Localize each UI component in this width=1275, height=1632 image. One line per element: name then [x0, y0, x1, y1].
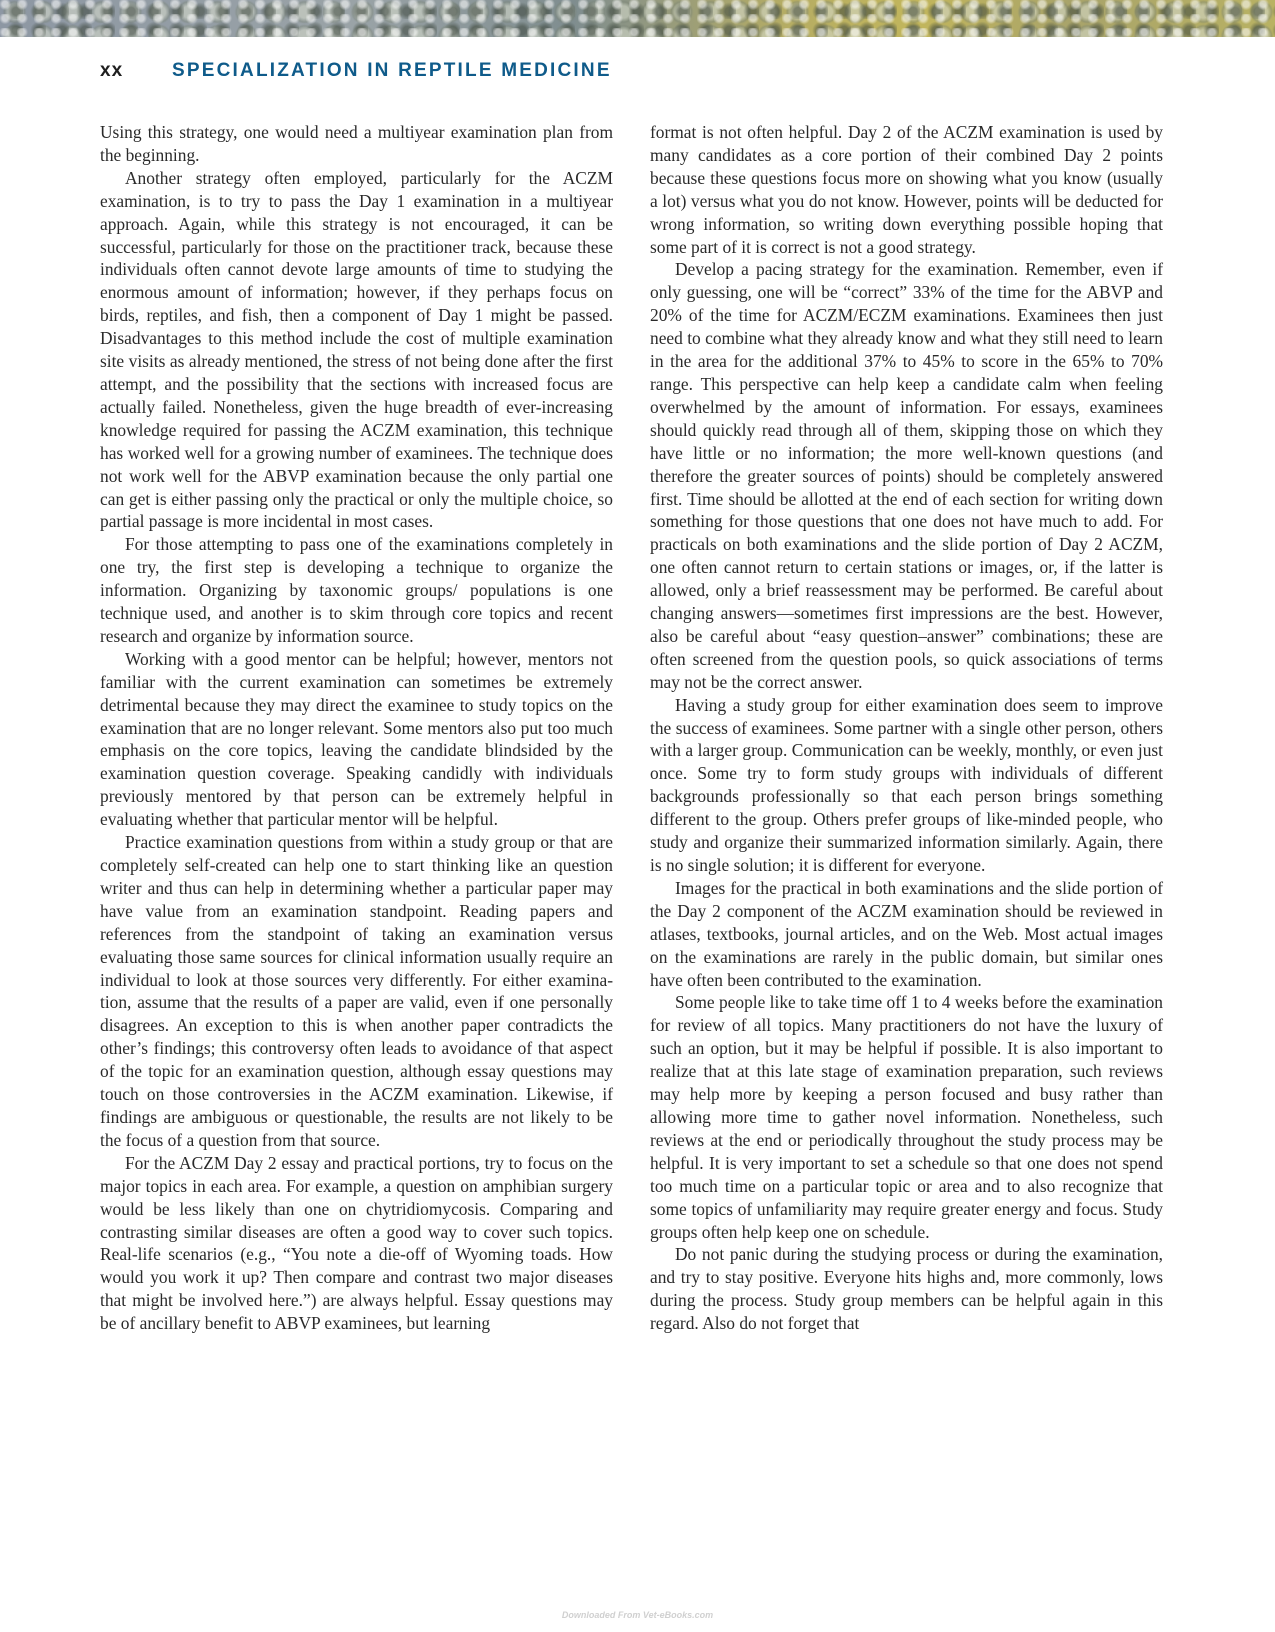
page-number: xx — [100, 60, 124, 81]
section-title: SPECIALIZATION IN REPTILE MEDICINE — [172, 60, 612, 81]
paragraph: Practice examination questions from within a study group or that are completely self-created can help one to start thinking like an question writer and thus can help in determining whether a particular paper may have value from an examination standpoint. Reading papers and references from the standpoint of taking an examination versus evaluating those same sources for clinical information usually require an individual to look at those sources very differently. For either examination, assume that the results of a paper are valid, even if one personally disagrees. An exception to this is when another paper contradicts the other’s findings; this controversy often leads to avoidance of that aspect of the topic for an examination question, although essay questions may touch on those controversies in the ACZM examination. Likewise, if findings are ambiguous or questionable, the results are not likely to be the focus of a question from that source. — [100, 832, 613, 1150]
paragraph: Another strategy often employed, particularly for the ACZM examination, is to try to pass the Day 1 examination in a multiyear approach. Again, while this strategy is not encouraged, it can be successful, particularly for those on the practitioner track, because these individuals often cannot devote large amounts of time to studying the enormous amount of information; however, if they perhaps focus on birds, reptiles, and fish, then a component of Day 1 might be passed. Disadvantages to this method include the cost of multiple examination site visits as already mentioned, the stress of not being done after the first attempt, and the possibility that the sections with increased focus are actually failed. Nonetheless, given the huge breadth of ever-increasing knowledge required for passing the ACZM examination, this technique has worked well for a growing number of examinees. The technique does not work well for the ABVP examination because the only partial one can get is either passing only the practical or only the multiple choice, so partial passage is more incidental in most cases. — [100, 167, 613, 532]
paragraph: Having a study group for either examination does seem to improve the success of examinees. Some partner with a single other person, others with a larger group. Communication can be weekly, monthly, or even just once. Some try to form study groups with individuals of different backgrounds professionally so that each person brings something different to the group. Others prefer groups of like-minded people, who study and organize their summarized information similarly. Again, there is no single solution; it is different for everyone. — [650, 694, 1163, 875]
paragraph: Using this strategy, one would need a multiyear examination plan from the beginning. — [100, 122, 613, 165]
paragraph: For those attempting to pass one of the examinations completely in one try, the first step is developing a technique to organize the information. Organizing by taxonomic groups/ populations is one technique used, and another is to skim through core topics and recent research and organize by information source. — [100, 534, 613, 646]
running-head — [100, 60, 612, 90]
paragraph: Develop a pacing strategy for the examination. Remember, even if only guessing, one will be “correct” 33% of the time for the ABVP and 20% of the time for ACZM/ECZM examinations. Examinees then just need to combine what they already know and what they still need to learn in the area for the additional 37% to 45% to score in the 65% to 70% range. This perspective can help keep a candidate calm when feeling overwhelmed by the amount of information. For essays, examinees should quickly read through all of them, skipping those on which they have little or no information; the more well-known questions (and therefore the greater sources of points) should be completely answered first. Time should be allotted at the end of each section for writing down something for those questions that one does not have much to add. For practicals on both examinations and the slide portion of Day 2 ACZM, one often cannot return to certain stations or images, or, if the latter is allowed, only a brief reassessment may be performed. Be careful about changing answers—sometimes first impressions are the best. However, also be careful about “easy question–answer” combinations; these are often screened from the question pools, so quick associations of terms may not be the correct answer. — [650, 259, 1163, 692]
paragraph: Images for the practical in both examinations and the slide portion of the Day 2 component of the ACZM examination should be reviewed in atlases, textbooks, journal articles, and on the Web. Most actual images on the examinations are rarely in the public domain, but similar ones have often been contributed to the examination. — [650, 877, 1163, 990]
paragraph: Working with a good mentor can be helpful; however, mentors not familiar with the current examination can sometimes be extremely detrimental because they may direct the examinee to study topics on the examination that are no longer relevant. Some mentors also put too much emphasis on the core topics, leaving the candidate blindsided by the examination question coverage. Speaking candidly with individuals previously mentored by that person can be extremely helpful in evaluating whether that particular mentor will be helpful. — [100, 648, 613, 830]
paragraph: Do not panic during the studying process or during the examination, and try to stay positive. Everyone hits highs and, more commonly, lows during the process. Study group members can be helpful again in this regard. Also do not forget that — [650, 1244, 1163, 1334]
paragraph: format is not often helpful. Day 2 of the ACZM examination is used by many candidates as a core portion of their combined Day 2 points because these questions focus more on showing what you know (usually a lot) versus what you do not know. However, points will be deducted for wrong information, so writing down everything possible hoping that some part of it is correct is not a good strategy. — [650, 122, 1163, 257]
right-text-column — [650, 121, 1163, 1335]
paragraph: Some people like to take time off 1 to 4 weeks before the examination for review of all topics. Many practitioners do not have the luxury of such an option, but it may be helpful if possible. It is also important to realize that at this late stage of examination preparation, such reviews may help more by keeping a person focused and busy rather than allowing more time to gather novel information. Nonetheless, such reviews at the end or periodically throughout the study process may be helpful. It is very important to set a schedule so that one does not spend too much time on a particular topic or area and to also recognize that some topics of unfamiliarity may require greater energy and focus. Study groups often help keep one on schedule. — [650, 992, 1163, 1242]
download-watermark: Downloaded From Vet-eBooks.com — [561, 1610, 714, 1620]
paragraph: For the ACZM Day 2 essay and practical portions, try to focus on the major topics in each area. For example, a question on amphibian surgery would be less likely than one on chytridiomycosis. Comparing and contrasting similar diseases are often a good way to cover such topics. Real-life scenarios (e.g., “You note a die-off of Wyoming toads. How would you work it up? Then compare and contrast two major diseases that might be involved here.”) are always helpful. Essay questions may be of ancillary benefit to ABVP examinees, but learning — [100, 1152, 613, 1334]
reptile-skin-header-band — [0, 0, 1275, 37]
left-text-column — [100, 121, 613, 1335]
